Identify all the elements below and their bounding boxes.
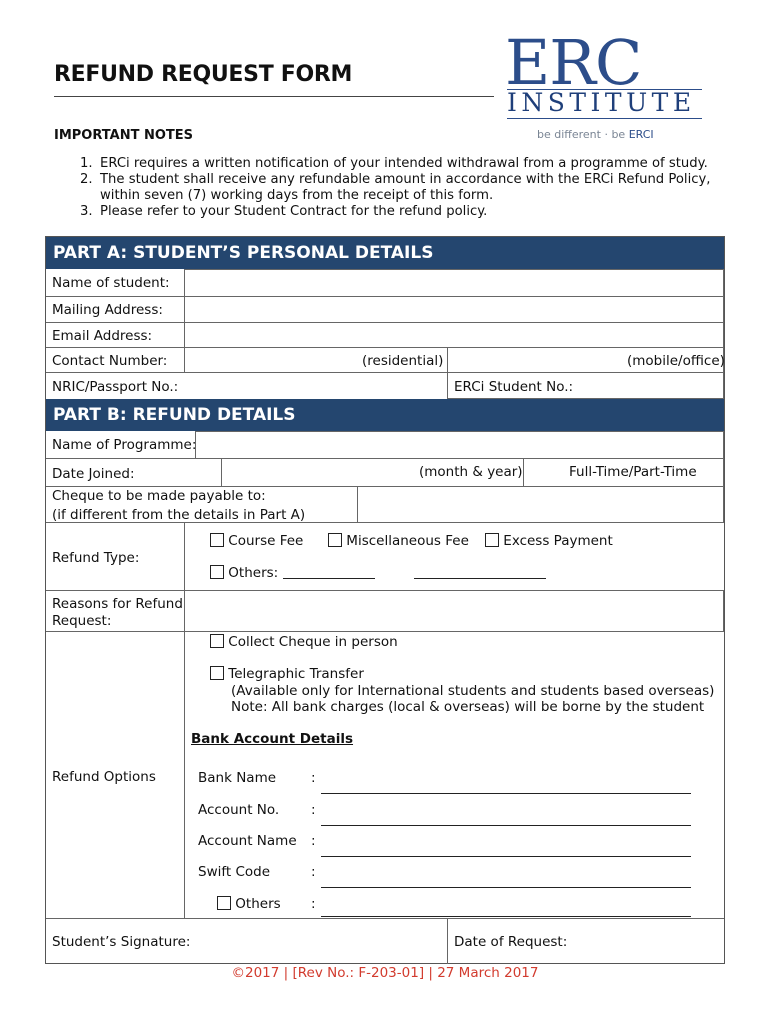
others-label: Others:: [228, 565, 279, 581]
account-no-label: Account No.: [198, 802, 280, 818]
name-of-student-label: Name of student:: [52, 275, 170, 291]
reasons-label-2: Request:: [52, 613, 112, 629]
collect-cheque-label: Collect Cheque in person: [228, 634, 398, 650]
mailing-address-field[interactable]: [184, 296, 724, 323]
study-mode-hint: Full-Time/Part-Time: [569, 464, 697, 480]
excess-payment-checkbox[interactable]: [485, 533, 499, 547]
contact-number-label: Contact Number:: [52, 353, 168, 369]
notes-list: [80, 156, 740, 220]
name-of-student-field[interactable]: [184, 269, 724, 297]
swift-code-label: Swift Code: [198, 864, 271, 880]
account-no-colon: :: [311, 802, 316, 818]
others-checkbox[interactable]: [210, 565, 224, 579]
tt-charges-note: Note: All bank charges (local & overseas) will be borne by the student: [231, 699, 705, 715]
telegraphic-transfer-label: Telegraphic Transfer: [228, 666, 364, 682]
email-address-field[interactable]: [184, 322, 724, 348]
cheque-payable-field[interactable]: [357, 486, 724, 523]
logo-tagline-prefix: be different · be: [537, 128, 629, 141]
logo-rule-bottom: [507, 118, 702, 119]
programme-field[interactable]: [195, 431, 724, 459]
col-divider: [184, 522, 185, 591]
misc-fee-label: Miscellaneous Fee: [346, 533, 469, 549]
logo-main-text: ERC: [505, 26, 642, 99]
refund-type-label: Refund Type:: [52, 550, 140, 566]
footer-revision: ©2017 | [Rev No.: F-203-01] | 27 March 2017: [231, 965, 539, 981]
others-blank-1[interactable]: [283, 578, 375, 579]
bank-name-colon: :: [311, 770, 316, 786]
erc-institute-logo: [503, 26, 708, 144]
cheque-payable-note: (if different from the details in Part A): [52, 507, 306, 523]
part-a-heading: PART A: STUDENT’S PERSONAL DETAILS: [46, 237, 724, 269]
date-of-request-label: Date of Request:: [454, 934, 568, 950]
bank-others-field[interactable]: [321, 916, 691, 917]
refund-type-course-fee[interactable]: [210, 533, 303, 549]
option-collect-cheque[interactable]: [210, 634, 398, 650]
swift-code-field[interactable]: [321, 887, 691, 888]
account-no-field[interactable]: [321, 825, 691, 826]
title-divider: [54, 96, 494, 97]
bank-name-label: Bank Name: [198, 770, 277, 786]
refund-type-others[interactable]: [210, 565, 278, 581]
note-number: 3.: [80, 204, 93, 219]
note-number: 1.: [80, 156, 93, 171]
email-address-label: Email Address:: [52, 328, 153, 344]
course-fee-label: Course Fee: [228, 533, 304, 549]
note-number: 2.: [80, 172, 93, 187]
account-name-field[interactable]: [321, 856, 691, 857]
reasons-label: Reasons for Refund: [52, 596, 183, 612]
programme-label: Name of Programme:: [52, 437, 197, 453]
note-text: The student shall receive any refundable amount in accordance with the ERCi Refund Policy, within seven (7) working days from the receipt of this form.: [100, 172, 711, 203]
bank-others-colon: :: [311, 896, 316, 912]
part-b-heading: PART B: REFUND DETAILS: [46, 399, 724, 431]
bank-others-label: Others: [235, 896, 281, 912]
date-of-request-field[interactable]: [448, 918, 724, 964]
logo-tagline-brand: ERCI: [628, 128, 654, 141]
mailing-address-label: Mailing Address:: [52, 302, 163, 318]
row-divider: [46, 522, 724, 523]
collect-cheque-checkbox[interactable]: [210, 634, 224, 648]
bank-name-field[interactable]: [321, 793, 691, 794]
student-number-label: ERCi Student No.:: [454, 379, 574, 395]
note-item: [80, 172, 740, 204]
form-title: REFUND REQUEST FORM: [54, 62, 353, 87]
note-text: Please refer to your Student Contract for the refund policy.: [100, 204, 488, 219]
cheque-payable-label: Cheque to be made payable to:: [52, 488, 266, 504]
nric-passport-label: NRIC/Passport No.:: [52, 379, 179, 395]
logo-sub-text: INSTITUTE: [507, 88, 696, 117]
refund-type-misc-fee[interactable]: [328, 533, 469, 549]
notes-heading: IMPORTANT NOTES: [54, 128, 194, 143]
note-item: [80, 156, 740, 172]
tt-availability-note: (Available only for International students and students based overseas): [231, 683, 715, 699]
account-name-colon: :: [311, 833, 316, 849]
bank-others-option[interactable]: [217, 896, 281, 912]
mobile-hint: (mobile/office): [627, 353, 725, 369]
reasons-field[interactable]: [184, 590, 724, 632]
refund-options-label: Refund Options: [52, 769, 156, 785]
note-item: [80, 204, 740, 220]
refund-type-excess-payment[interactable]: [485, 533, 613, 549]
residential-hint: (residential): [362, 353, 444, 369]
signature-label: Student’s Signature:: [52, 934, 191, 950]
account-name-label: Account Name: [198, 833, 297, 849]
note-text: ERCi requires a written notification of your intended withdrawal from a programme of study.: [100, 156, 708, 171]
logo-tagline: [537, 128, 654, 141]
swift-code-colon: :: [311, 864, 316, 880]
bank-others-checkbox[interactable]: [217, 896, 231, 910]
telegraphic-transfer-checkbox[interactable]: [210, 666, 224, 680]
misc-fee-checkbox[interactable]: [328, 533, 342, 547]
option-telegraphic-transfer[interactable]: [210, 666, 364, 682]
month-year-hint: (month & year): [419, 464, 523, 480]
course-fee-checkbox[interactable]: [210, 533, 224, 547]
row-divider: [46, 631, 724, 632]
excess-payment-label: Excess Payment: [503, 533, 613, 549]
date-joined-label: Date Joined:: [52, 466, 135, 482]
others-blank-2[interactable]: [414, 578, 546, 579]
bank-details-heading: Bank Account Details: [191, 731, 354, 747]
signature-field[interactable]: [46, 918, 448, 964]
col-divider: [184, 631, 185, 918]
